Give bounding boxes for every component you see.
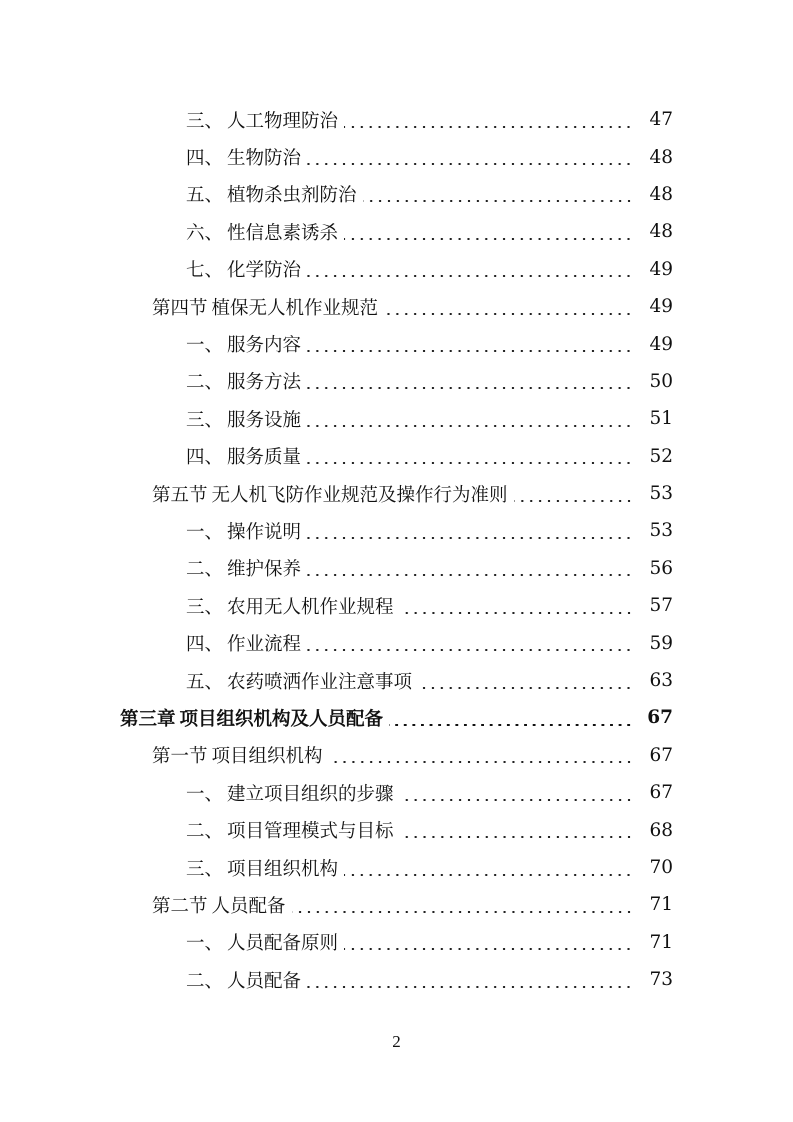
- toc-subsection-entry[interactable]: [0, 587, 793, 624]
- toc-entry-text: 人员配备: [211, 895, 286, 917]
- toc-section-entry[interactable]: [0, 886, 793, 923]
- toc-entry-number: 三、: [186, 409, 224, 431]
- toc-entry-number: 三、: [186, 596, 224, 618]
- toc-page-number: 49: [649, 296, 673, 318]
- toc-entry-number: 第二节: [152, 895, 208, 917]
- toc-page-number: 67: [649, 782, 673, 804]
- toc-page-number: 48: [649, 146, 673, 168]
- dot-leader: [307, 425, 633, 427]
- toc-page-number: 53: [649, 520, 673, 542]
- toc-entry-number: 一、: [186, 521, 224, 543]
- toc-entry-text: 服务方法: [227, 372, 302, 394]
- toc-entry-title: [186, 406, 301, 432]
- toc-page-number: 49: [649, 258, 673, 280]
- dot-leader: [307, 649, 633, 651]
- toc-entry-text: 建立项目组织的步骤: [227, 783, 394, 805]
- toc-entry-text: 服务质量: [227, 447, 302, 469]
- toc-entry-text: 生物防治: [227, 148, 302, 170]
- dot-leader: [514, 500, 633, 502]
- dot-leader: [418, 687, 633, 689]
- toc-page-number: 52: [649, 445, 673, 467]
- dot-leader: [307, 537, 633, 539]
- toc-page-number: 63: [649, 670, 673, 692]
- toc-entry-text: 性信息素诱杀: [227, 222, 339, 244]
- toc-entry-text: 项目组织机构: [227, 858, 339, 880]
- dot-leader: [292, 911, 633, 913]
- dot-leader: [344, 948, 633, 950]
- dot-leader: [384, 313, 633, 315]
- toc-entry-title: [152, 742, 323, 768]
- toc-entry-title: [186, 219, 338, 245]
- dot-leader: [363, 200, 633, 202]
- toc-entry-title: [186, 256, 301, 282]
- toc-subsection-entry[interactable]: [0, 512, 793, 549]
- toc-subsection-entry[interactable]: [0, 849, 793, 886]
- toc-subsection-entry[interactable]: [0, 251, 793, 288]
- toc-page-number: 50: [649, 370, 673, 392]
- toc-entry-title: [186, 855, 338, 881]
- toc-entry-number: 第一节: [152, 746, 208, 768]
- toc-entry-number: 六、: [186, 222, 224, 244]
- toc-entry-text: 作业流程: [227, 634, 302, 656]
- toc-entry-title: [186, 181, 357, 207]
- toc-entry-number: 五、: [186, 185, 224, 207]
- toc-entry-text: 化学防治: [227, 260, 302, 282]
- toc-entry-title: [186, 817, 394, 843]
- toc-entry-number: 一、: [186, 783, 224, 805]
- toc-entry-title: [186, 144, 301, 170]
- toc-page-number: 57: [649, 595, 673, 617]
- toc-entry-text: 农用无人机作业规程: [227, 596, 394, 618]
- toc-page-number: 48: [649, 221, 673, 243]
- toc-page-number: 47: [649, 109, 673, 131]
- toc-subsection-entry[interactable]: [0, 624, 793, 661]
- toc-entry-text: 维护保养: [227, 559, 302, 581]
- toc-entry-number: 七、: [186, 260, 224, 282]
- toc-entry-text: 项目管理模式与目标: [227, 821, 394, 843]
- toc-entry-title: [186, 630, 301, 656]
- toc-chapter-entry[interactable]: [0, 699, 793, 736]
- toc-entry-title: [186, 107, 338, 133]
- toc-entry-text: 农药喷洒作业注意事项: [227, 671, 413, 693]
- toc-entry-number: 第五节: [152, 484, 208, 506]
- toc-entry-number: 二、: [186, 970, 224, 992]
- toc-entry-title: [120, 705, 383, 731]
- toc-entry-title: [152, 892, 286, 918]
- dot-leader: [400, 799, 633, 801]
- dot-leader: [400, 836, 633, 838]
- toc-entry-number: 五、: [186, 671, 224, 693]
- toc-entry-title: [152, 481, 508, 507]
- toc-subsection-entry[interactable]: [0, 176, 793, 213]
- toc-section-entry[interactable]: [0, 737, 793, 774]
- dot-leader: [389, 724, 633, 726]
- dot-leader: [307, 986, 633, 988]
- toc-entry-number: 二、: [186, 372, 224, 394]
- toc-subsection-entry[interactable]: [0, 961, 793, 998]
- toc-entry-title: [186, 967, 301, 993]
- dot-leader: [329, 761, 633, 763]
- toc-page-number: 70: [649, 857, 673, 878]
- toc-subsection-entry[interactable]: [0, 101, 793, 138]
- toc-entry-title: [186, 668, 412, 694]
- toc-entry-title: [186, 331, 301, 357]
- toc-page-number: 68: [649, 819, 673, 841]
- page-number-footer: 2: [392, 1032, 401, 1051]
- toc-entry-number: 三、: [186, 110, 224, 132]
- toc-entry-text: 植物杀虫剂防治: [227, 185, 357, 207]
- toc-subsection-entry[interactable]: [0, 774, 793, 811]
- toc-entry-text: 服务内容: [227, 335, 302, 357]
- toc-subsection-entry[interactable]: [0, 924, 793, 961]
- toc-entry-text: 项目组织机构及人员配备: [179, 708, 384, 730]
- toc-page-number: 59: [649, 632, 673, 654]
- toc-entry-text: 服务设施: [227, 409, 302, 431]
- toc-entry-title: [186, 518, 301, 544]
- toc-subsection-entry[interactable]: [0, 213, 793, 250]
- toc-page-number: 67: [647, 707, 673, 729]
- toc-subsection-entry[interactable]: [0, 138, 793, 175]
- dot-leader: [307, 387, 633, 389]
- toc-subsection-entry[interactable]: [0, 400, 793, 437]
- toc-page-number: 48: [649, 183, 673, 205]
- toc-entry-title: [186, 555, 301, 581]
- toc-entry-text: 人员配备原则: [227, 933, 339, 955]
- toc-entry-number: 第三章: [120, 708, 176, 730]
- toc-entry-title: [186, 368, 301, 394]
- toc-entry-number: 一、: [186, 335, 224, 357]
- dot-leader: [344, 238, 633, 240]
- toc-entry-number: 四、: [186, 148, 224, 170]
- table-of-contents: [0, 101, 793, 998]
- toc-entry-text: 人工物理防治: [227, 110, 339, 132]
- toc-subsection-entry[interactable]: [0, 438, 793, 475]
- toc-entry-title: [186, 780, 394, 806]
- toc-entry-number: 四、: [186, 634, 224, 656]
- toc-subsection-entry[interactable]: [0, 811, 793, 848]
- dot-leader: [307, 574, 633, 576]
- toc-entry-title: [152, 294, 378, 320]
- toc-entry-title: [186, 593, 394, 619]
- dot-leader: [307, 350, 633, 352]
- dot-leader: [400, 612, 633, 614]
- toc-entry-title: [186, 443, 301, 469]
- toc-page-number: 67: [649, 744, 673, 766]
- toc-entry-number: 二、: [186, 559, 224, 581]
- toc-entry-text: 项目组织机构: [211, 746, 323, 768]
- toc-page-number: 71: [649, 931, 673, 953]
- toc-entry-number: 三、: [186, 858, 224, 880]
- toc-section-entry[interactable]: [0, 288, 793, 325]
- toc-entry-number: 第四节: [152, 297, 208, 319]
- toc-entry-number: 四、: [186, 447, 224, 469]
- toc-subsection-entry[interactable]: [0, 363, 793, 400]
- toc-page-number: 53: [649, 483, 673, 505]
- toc-entry-number: 二、: [186, 821, 224, 843]
- toc-entry-text: 人员配备: [227, 970, 302, 992]
- toc-entry-title: [186, 929, 338, 955]
- toc-page-number: 51: [649, 408, 673, 430]
- toc-subsection-entry[interactable]: [0, 550, 793, 587]
- dot-leader: [307, 163, 633, 165]
- toc-page-number: 73: [649, 969, 673, 991]
- toc-page-number: 49: [649, 333, 673, 355]
- toc-subsection-entry[interactable]: [0, 662, 793, 699]
- dot-leader: [344, 874, 633, 876]
- dot-leader: [344, 126, 633, 128]
- toc-subsection-entry[interactable]: [0, 325, 793, 362]
- dot-leader: [307, 275, 633, 277]
- toc-entry-text: 操作说明: [227, 521, 302, 543]
- toc-entry-number: 一、: [186, 933, 224, 955]
- toc-section-entry[interactable]: [0, 475, 793, 512]
- toc-page-number: 71: [649, 894, 673, 916]
- dot-leader: [307, 462, 633, 464]
- toc-page-number: 56: [649, 557, 673, 579]
- toc-entry-text: 无人机飞防作业规范及操作行为准则: [211, 484, 508, 506]
- toc-entry-text: 植保无人机作业规范: [211, 297, 379, 319]
